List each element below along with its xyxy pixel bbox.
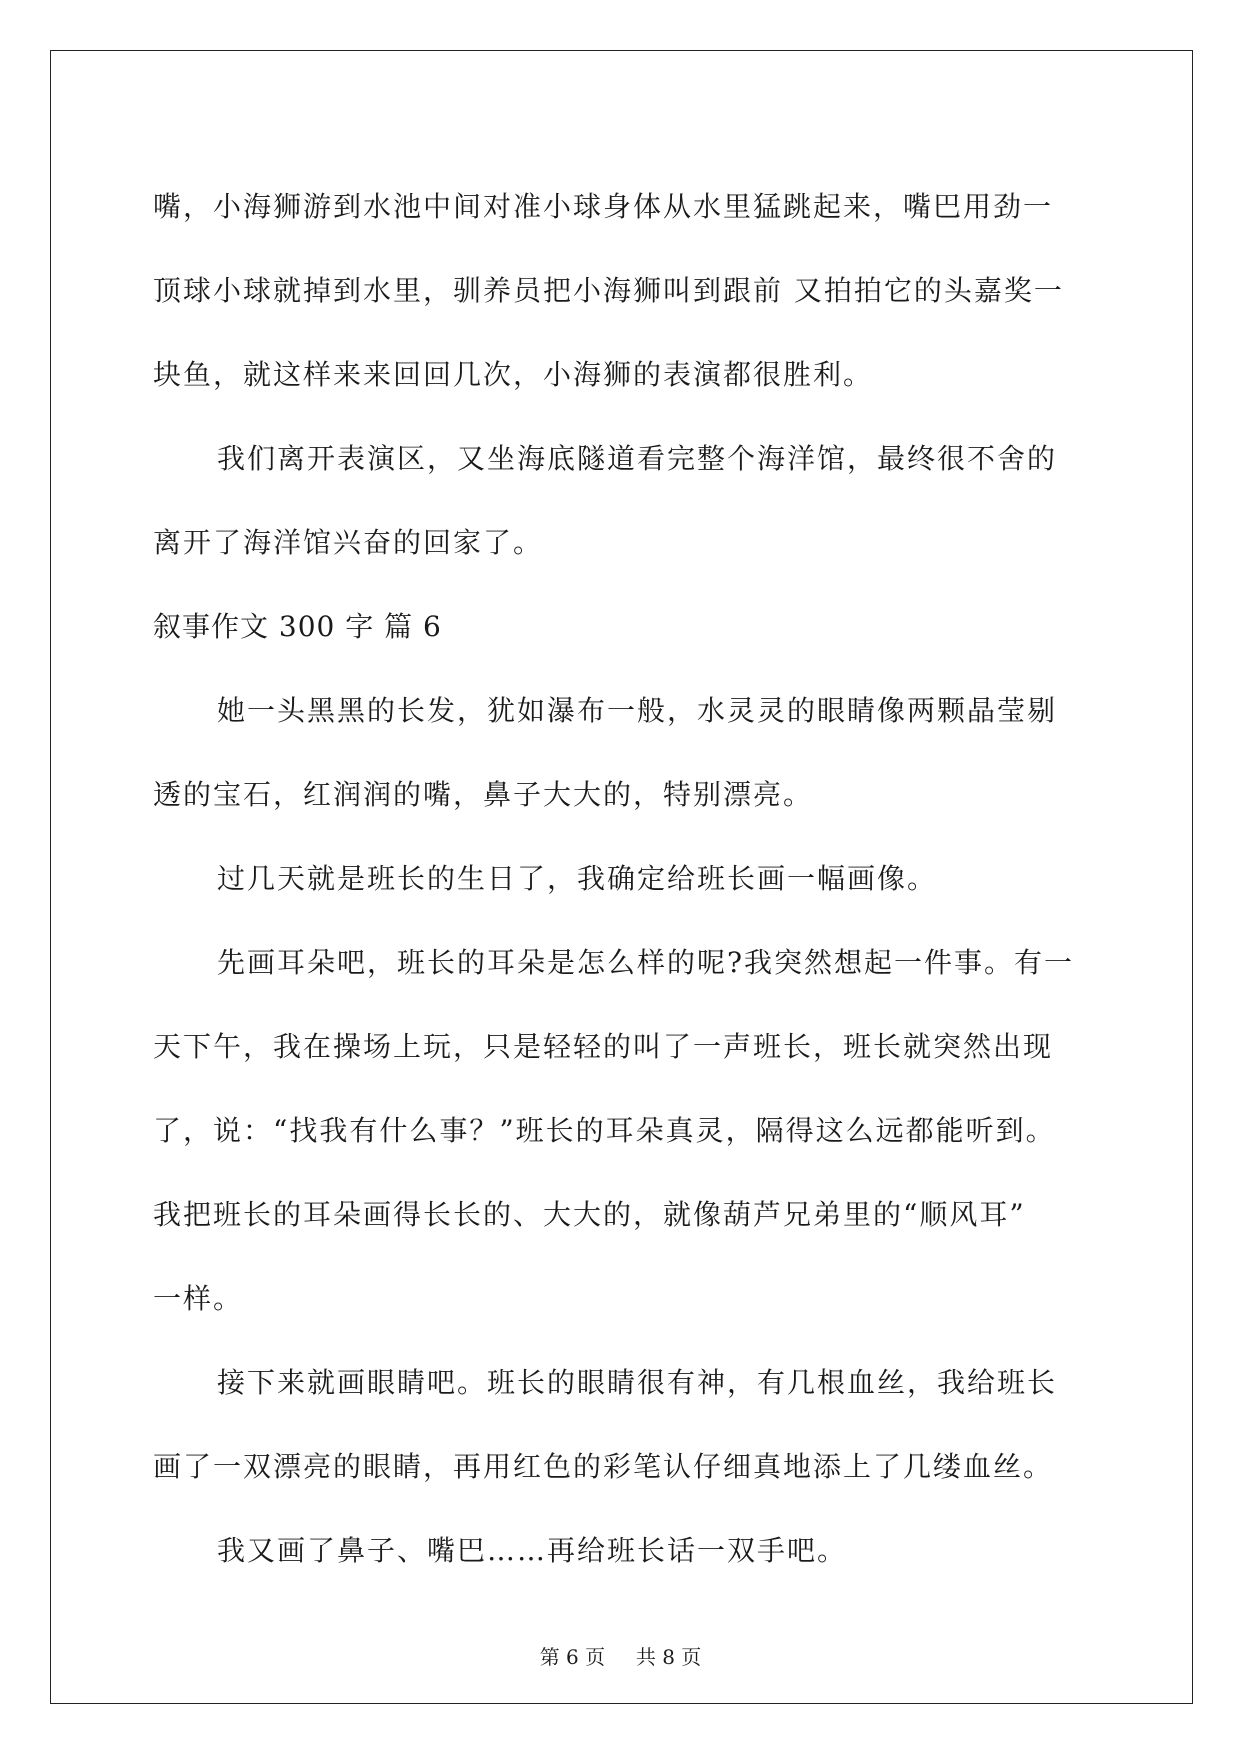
- document-body: [153, 165, 1093, 1593]
- text-line: 我把班长的耳朵画得长长的、大大的，就像葫芦兄弟里的“顺风耳”: [153, 1198, 1026, 1231]
- text-line: 嘴，小海狮游到水池中间对准小球身体从水里猛跳起来，嘴巴用劲一: [153, 190, 1054, 223]
- text-line: 天下午，我在操场上玩，只是轻轻的叫了一声班长，班长就突然出现: [153, 1030, 1054, 1063]
- page-total: 共 8 页: [635, 1645, 702, 1669]
- paragraph-start: 先画耳朵吧，班长的耳朵是怎么样的呢?我突然想起一件事。有一: [217, 946, 1075, 979]
- text-line: 一样。: [153, 1282, 244, 1315]
- text-line: 了，说：“找我有什么事？”班长的耳朵真灵，隔得这么远都能听到。: [153, 1114, 1056, 1147]
- paragraph-start: 她一头黑黑的长发，犹如瀑布一般，水灵灵的眼睛像两颗晶莹剔: [217, 694, 1058, 727]
- page-number: 第 6 页: [539, 1645, 606, 1669]
- paragraph-start: 接下来就画眼睛吧。班长的眼睛很有神，有几根血丝，我给班长: [217, 1366, 1058, 1399]
- text-line: 透的宝石，红润润的嘴，鼻子大大的，特别漂亮。: [153, 778, 814, 811]
- text-line: 画了一双漂亮的眼睛，再用红色的彩笔认仔细真地添上了几缕血丝。: [153, 1450, 1054, 1483]
- text-line: 块鱼，就这样来来回回几次，小海狮的表演都很胜利。: [153, 358, 874, 391]
- paragraph-start: 我又画了鼻子、嘴巴……再给班长话一双手吧。: [217, 1534, 848, 1567]
- paragraph-start: 过几天就是班长的生日了，我确定给班长画一幅画像。: [217, 862, 938, 895]
- paragraph-start: 我们离开表演区，又坐海底隧道看完整个海洋馆，最终很不舍的: [217, 442, 1058, 475]
- page-footer: [0, 1645, 1241, 1669]
- section-heading: 叙事作文 300 字 篇 6: [153, 610, 442, 643]
- text-line: 离开了海洋馆兴奋的回家了。: [153, 526, 544, 559]
- text-line: 顶球小球就掉到水里，驯养员把小海狮叫到跟前 又拍拍它的头嘉奖一: [153, 274, 1064, 307]
